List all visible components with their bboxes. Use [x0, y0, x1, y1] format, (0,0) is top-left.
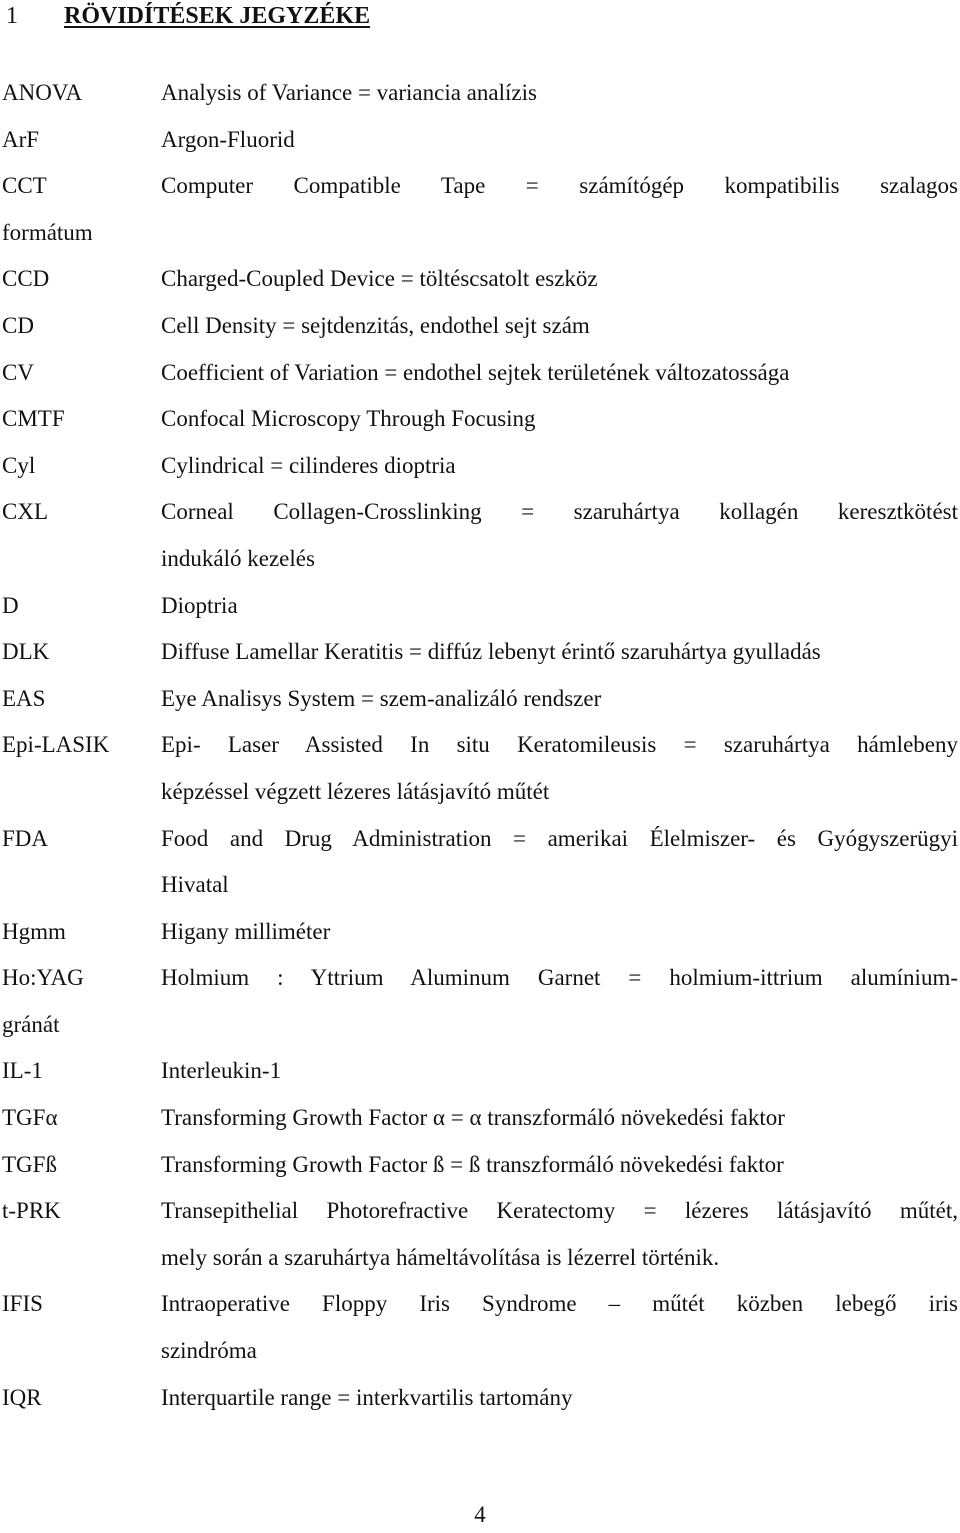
definition-line-1: Corneal Collagen-Crosslinking = szaruhártya kollagén keresztkötést — [161, 499, 958, 525]
abbreviation: IL-1 — [2, 1058, 43, 1084]
abbreviation-entry-dlk — [2, 629, 958, 676]
abbreviation: Hgmm — [2, 918, 66, 944]
definition-line-1: Epi- Laser Assisted In situ Keratomileusis = szaruhártya hámlebeny — [161, 732, 958, 758]
abbreviation: EAS — [2, 685, 46, 711]
abbreviation-entry-eas — [2, 676, 958, 723]
definition: Diffuse Lamellar Keratitis = diffúz lebenyt érintő szaruhártya gyulladás — [161, 639, 821, 665]
definition: Confocal Microscopy Through Focusing — [161, 406, 536, 432]
abbreviation-entry-ifis — [2, 1281, 958, 1374]
definition-line-1: Food and Drug Administration = amerikai Élelmiszer- és Gyógyszerügyi — [161, 825, 958, 851]
abbreviation-entry-iqr — [2, 1375, 958, 1422]
abbreviation: FDA — [2, 825, 49, 851]
definition-line-2: gránát — [2, 1011, 60, 1037]
section-title: RÖVIDÍTÉSEK JEGYZÉKE — [64, 3, 371, 29]
abbreviation-entry-il-1 — [2, 1048, 958, 1095]
abbreviation-entry-cct — [2, 163, 958, 256]
abbreviation: CXL — [2, 499, 48, 525]
abbreviation-entry-t-prk — [2, 1188, 958, 1281]
definition-line-1: Intraoperative Floppy Iris Syndrome – műtét közben lebegő iris — [161, 1291, 958, 1317]
abbreviation-entry-tgf-alpha — [2, 1095, 958, 1142]
abbreviation-entry-ccd — [2, 256, 958, 303]
definition: Analysis of Variance = variancia analízis — [161, 80, 537, 105]
definition-line-1: Transepithelial Photorefractive Keratectomy = lézeres látásjavító műtét, — [161, 1198, 958, 1224]
abbreviation-entry-cxl — [2, 489, 958, 582]
definition-line-1: Computer Compatible Tape = számítógép kompatibilis szalagos — [161, 173, 958, 199]
abbreviation-entry-cmtf — [2, 396, 958, 443]
definition: Coefficient of Variation = endothel sejtek területének változatossága — [161, 359, 790, 385]
abbreviation: CCT — [2, 173, 47, 199]
definition-line-2: szindróma — [161, 1338, 257, 1364]
abbreviation: D — [2, 592, 19, 618]
abbreviation-entry-cd — [2, 303, 958, 350]
abbreviation-entry-tgf-beta — [2, 1142, 958, 1189]
definition: Eye Analisys System = szem-analizáló rendszer — [161, 685, 602, 711]
abbreviation: CMTF — [2, 406, 65, 432]
abbreviation: ANOVA — [2, 80, 83, 105]
abbreviation: Cyl — [2, 452, 36, 478]
section-number: 1 — [6, 3, 18, 29]
definition: Cylindrical = cilinderes dioptria — [161, 452, 456, 478]
definition: Dioptria — [161, 592, 238, 618]
abbreviation-entry-arf — [2, 117, 958, 164]
definition: Transforming Growth Factor α = α transzformáló növekedési faktor — [161, 1105, 785, 1131]
abbreviation: TGFß — [2, 1151, 57, 1177]
abbreviation-entry-fda — [2, 816, 958, 909]
abbreviation: TGFα — [2, 1105, 58, 1131]
definition-line-2: mely során a szaruhártya hámeltávolítása is lézerrel történik. — [161, 1244, 720, 1270]
definition-line-1: Holmium : Yttrium Aluminum Garnet = holmium-ittrium alumínium- — [161, 965, 958, 991]
abbreviation: Ho:YAG — [2, 965, 84, 991]
abbreviation: CD — [2, 312, 34, 338]
abbreviation: CCD — [2, 266, 50, 292]
abbreviation-entry-d — [2, 583, 958, 630]
abbreviation: ArF — [2, 126, 40, 152]
page-number: 4 — [474, 1502, 486, 1527]
abbreviation: t-PRK — [2, 1198, 61, 1224]
abbreviation-entry-cv — [2, 350, 958, 397]
definition-line-2: képzéssel végzett lézeres látásjavító műtét — [161, 778, 550, 804]
definition: Cell Density = sejtdenzitás, endothel sejt szám — [161, 312, 590, 338]
abbreviation-entry-hgmm — [2, 909, 958, 956]
definition: Transforming Growth Factor ß = ß transzformáló növekedési faktor — [161, 1151, 784, 1177]
definition: Interquartile range = interkvartilis tartomány — [161, 1384, 573, 1410]
definition-line-2: Hivatal — [161, 872, 229, 898]
definition: Interleukin-1 — [161, 1058, 282, 1084]
abbreviation: IFIS — [2, 1291, 43, 1317]
abbreviation-list — [2, 70, 958, 1421]
abbreviation-entry-epi-lasik — [2, 722, 958, 815]
section-heading — [6, 0, 370, 32]
abbreviation-entry-anova — [2, 70, 958, 117]
definition: Higany milliméter — [161, 918, 331, 944]
definition: Argon-Fluorid — [161, 126, 295, 152]
abbreviation: DLK — [2, 639, 50, 665]
definition-line-2: formátum — [2, 219, 93, 245]
definition-line-2: indukáló kezelés — [161, 545, 315, 571]
abbreviation-entry-ho-yag — [2, 955, 958, 1048]
abbreviation: Epi-LASIK — [2, 732, 110, 758]
definition: Charged-Coupled Device = töltéscsatolt eszköz — [161, 266, 598, 292]
abbreviation-entry-cyl — [2, 443, 958, 490]
abbreviation: IQR — [2, 1384, 42, 1410]
abbreviation: CV — [2, 359, 34, 385]
